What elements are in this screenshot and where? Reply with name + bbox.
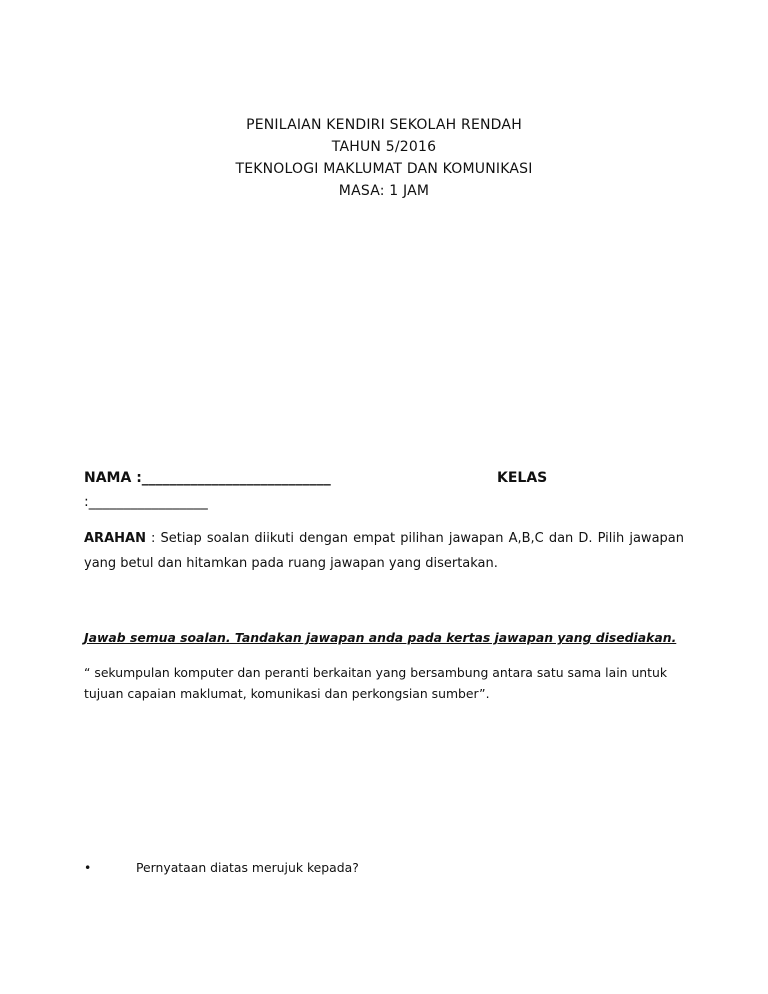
header-subject: TEKNOLOGI MAKLUMAT DAN KOMUNIKASI xyxy=(235,161,533,177)
arahan-label: ARAHAN xyxy=(84,531,146,546)
header-year: TAHUN 5/2016 xyxy=(331,139,437,155)
header-title: PENILAIAN KENDIRI SEKOLAH RENDAH xyxy=(246,117,522,133)
header-duration: MASA: 1 JAM xyxy=(338,183,430,199)
arahan-text: : Setiap soalan diikuti dengan empat pilihan jawapan A,B,C dan D. Pilih jawapan yang betul dan hitamkan pada ruang jawapan yang disertakan. xyxy=(84,531,684,571)
answer-instruction: Jawab semua soalan. Tandakan jawapan anda pada kertas jawapan yang disediakan. xyxy=(84,630,677,645)
question-text: Pernyataan diatas merujuk kepada? xyxy=(136,860,359,875)
question-quote: “ sekumpulan komputer dan peranti berkaitan yang bersambung antara satu sama lain untuk tujuan capaian maklumat, komunikasi dan perkongsian sumber”. xyxy=(84,665,668,701)
document-header xyxy=(0,114,768,202)
bullet-marker: • xyxy=(84,860,92,875)
kelas-label: KELAS xyxy=(497,470,548,486)
arahan-paragraph xyxy=(84,526,684,576)
nama-field: NAMA :___________________________ xyxy=(84,470,331,486)
question-item xyxy=(84,860,359,875)
kelas-field: :_________________ xyxy=(84,494,208,510)
